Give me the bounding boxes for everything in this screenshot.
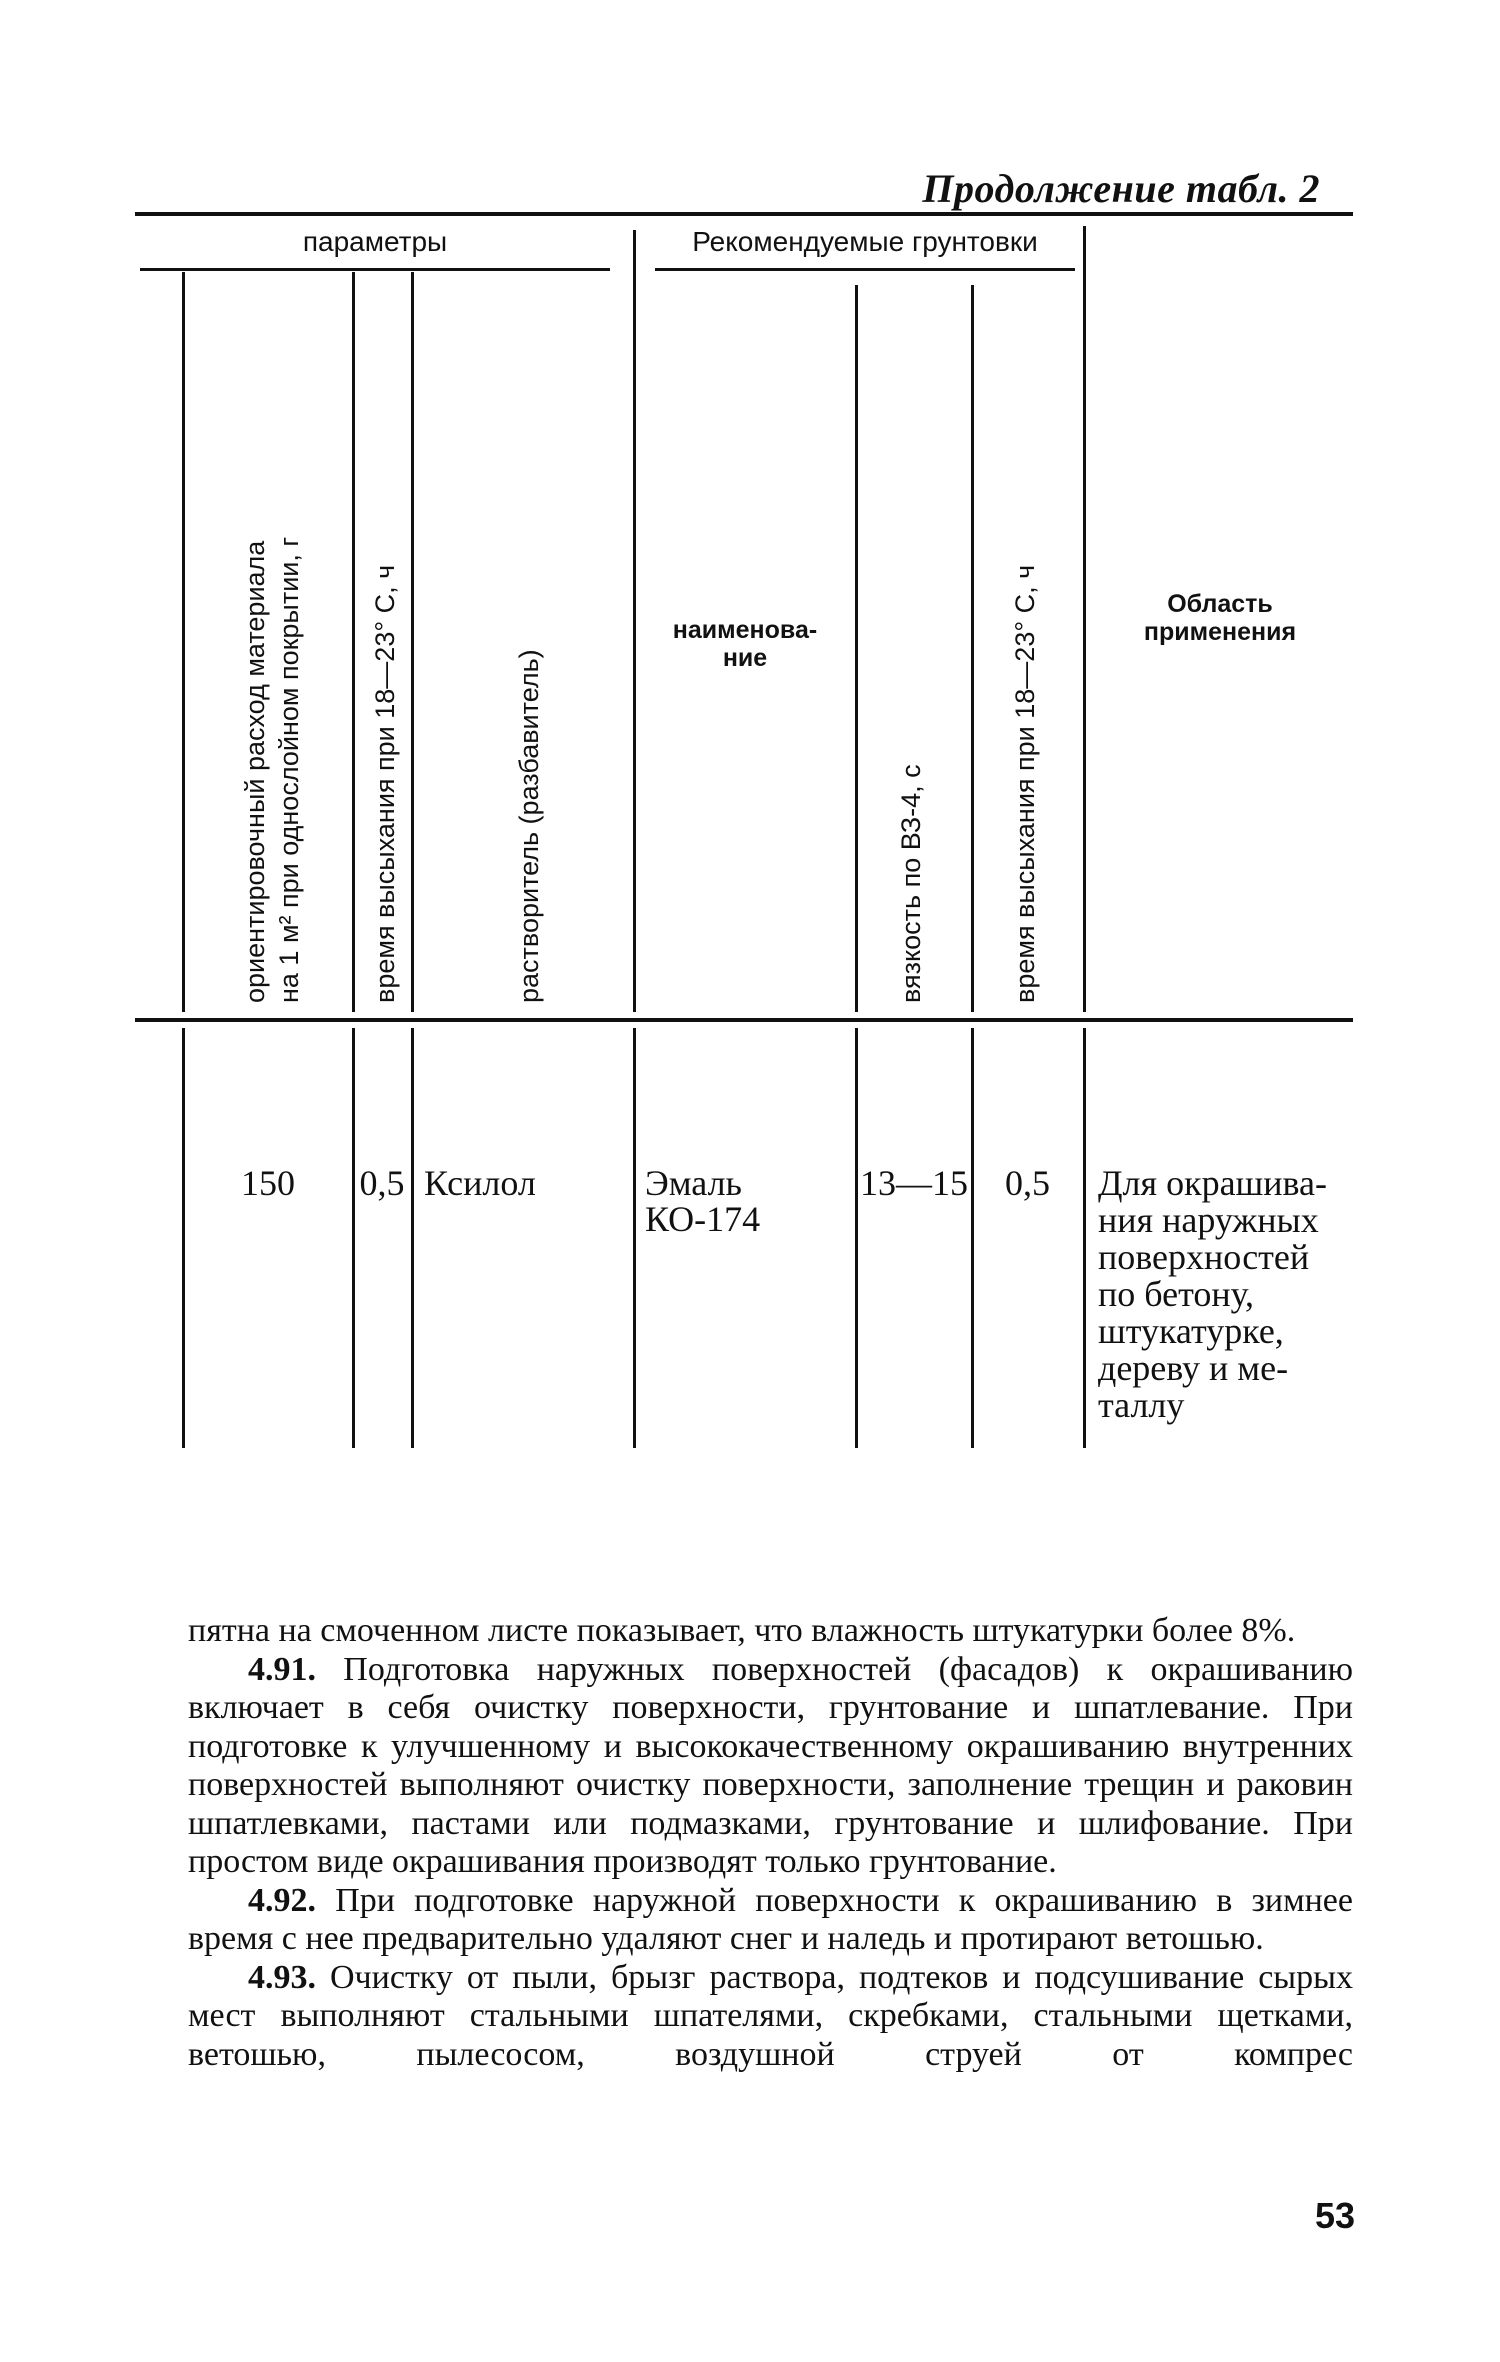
cell-application: Для окрашива- ния наружных поверхностей по бетону, штукатурке, дереву и ме- таллу (1098, 1163, 1328, 1425)
cell-consumption: 150 (241, 1163, 295, 1203)
col-divider-5b (855, 1028, 858, 1448)
clause-number: 4.93. (248, 1958, 316, 1996)
header-drying-time: время высыхания при 18—23° С, ч (370, 564, 400, 1003)
header-viscosity: вязкость по ВЗ-4, с (896, 764, 926, 1003)
col-divider-3 (411, 272, 414, 1012)
header-body-rule (135, 1018, 1353, 1022)
clause-text: Подготовка наружных поверхностей (фасадов) к окрашиванию включает в себя очистку поверхности, грунтование и шпатлевание. При подготовке к улучшенному и высококачественному окрашиванию внутренних поверхностей выполняют очистку поверхности, заполнение трещин и раковин шпатлевками, пастами или подмазками, грунтование и шлифование. При простом виде окрашивания производят только грунтование. (188, 1650, 1353, 1880)
paragraph-4-92 (188, 1882, 1353, 1959)
page-number: 53 (1314, 2195, 1355, 2236)
col-divider-2 (352, 272, 355, 1012)
col-divider-6b (971, 1028, 974, 1448)
cell-drying-time: 0,5 (359, 1163, 405, 1203)
clause-number: 4.92. (248, 1881, 316, 1919)
col-divider-3b (411, 1028, 414, 1448)
clause-text: При подготовке наружной поверхности к окрашиванию в зимнее время с нее предварительно удаляют снег и наледь и протирают ветошью. (188, 1881, 1353, 1957)
paragraph-4-91 (188, 1651, 1353, 1882)
body-text (188, 1612, 1353, 2074)
group-rule-parameters (140, 268, 610, 271)
col-divider-1 (182, 272, 185, 1012)
clause-text: Очистку от пыли, брызг раствора, подтеков и подсушивание сырых мест выполняют стальными шпателями, скребками, стальными щетками, ветошью, пылесосом, воздушной струей от компрес (188, 1958, 1353, 2073)
table-caption: Продолжение табл. 2 (922, 166, 1320, 211)
col-divider-7b (1083, 1028, 1086, 1448)
col-divider-4b (633, 1028, 636, 1448)
col-divider-7 (1083, 226, 1086, 1012)
paragraph-1: пятна на смоченном листе показывает, что влажность штукатурки более 8%. (188, 1612, 1296, 1649)
header-primer-name: наименова- ние (672, 616, 818, 672)
header-consumption: ориентировочный расход материала на 1 м² при однослойном покрытии, г (240, 536, 304, 1003)
cell-primer-name: Эмаль КО-174 (645, 1163, 761, 1239)
col-divider-6 (971, 285, 974, 1012)
col-divider-4 (633, 230, 636, 1012)
cell-viscosity: 13—15 (860, 1163, 968, 1203)
paragraph-4-93 (188, 1959, 1353, 2075)
header-primer-drying: время высыхания при 18—23° С, ч (1010, 564, 1040, 1003)
col-divider-5 (855, 285, 858, 1012)
col-divider-2b (352, 1028, 355, 1448)
group-label-parameters: параметры (302, 226, 448, 257)
group-label-primers: Рекомендуемые грунтовки (692, 226, 1038, 257)
header-solvent: растворитель (разбавитель) (514, 649, 544, 1003)
table-top-rule (135, 212, 1353, 216)
col-divider-1b (182, 1028, 185, 1448)
group-rule-primers (655, 268, 1075, 271)
header-application: Область применения (1143, 590, 1297, 646)
clause-number: 4.91. (248, 1650, 316, 1688)
cell-primer-drying: 0,5 (1005, 1163, 1050, 1203)
cell-solvent: Ксилол (424, 1163, 536, 1203)
